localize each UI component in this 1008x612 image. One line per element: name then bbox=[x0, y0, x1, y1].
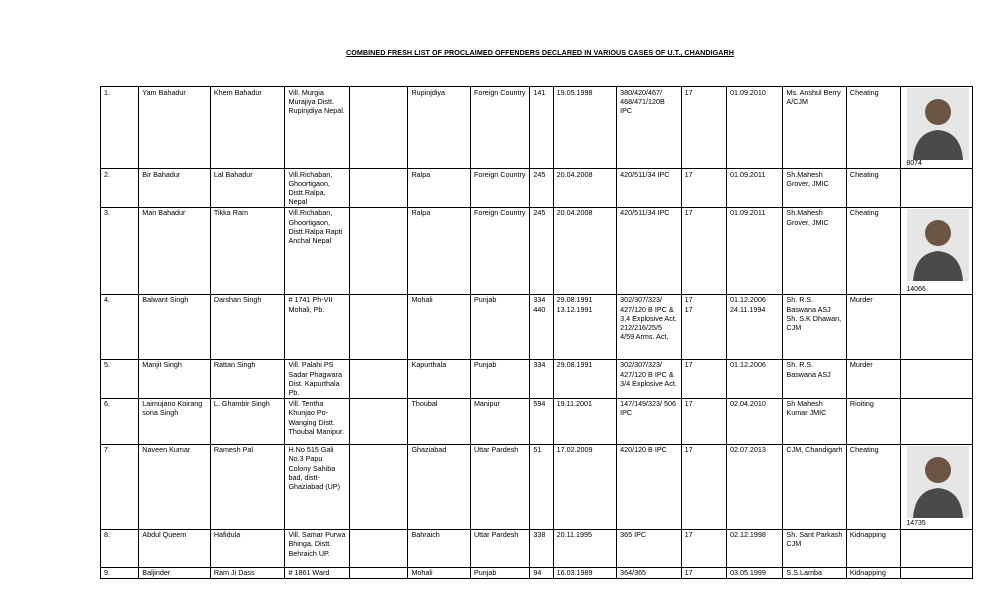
cell-state: Foreign Country bbox=[470, 207, 529, 294]
cell-district: Mohali bbox=[408, 294, 471, 359]
cell-state: Punjab bbox=[470, 294, 529, 359]
cell-fir: 594 bbox=[530, 398, 553, 444]
cell-fir: 245 bbox=[530, 169, 553, 208]
cell-sections: 420/511/34 IPC bbox=[617, 169, 682, 208]
cell-sno: 6. bbox=[101, 398, 139, 444]
cell-father: Tikka Ram bbox=[210, 207, 285, 294]
cell-date: 29.08.1991 13.12.1991 bbox=[553, 294, 617, 359]
cell-offence: Kidnapping bbox=[846, 567, 900, 578]
cell-sections: 380/420/467/ 468/471/120B IPC bbox=[617, 87, 682, 169]
cell-po-date: 01.09.2010 bbox=[726, 87, 782, 169]
cell-court: Sh.Mahesh Grover, JMIC bbox=[783, 169, 847, 208]
person-silhouette-icon bbox=[907, 209, 969, 281]
photo-cell bbox=[901, 444, 973, 529]
photo-cell bbox=[901, 294, 973, 359]
cell-address: # 1741 Ph-VII Mohali, Pb. bbox=[285, 294, 350, 359]
cell-ps: 17 bbox=[681, 169, 726, 208]
table-row bbox=[101, 398, 973, 444]
cell-po-date: 01.09.2011 bbox=[726, 207, 782, 294]
cell-state: Uttar Pardesh bbox=[470, 529, 529, 567]
cell-sno: 9. bbox=[101, 567, 139, 578]
cell-district: Thoubal bbox=[408, 398, 471, 444]
cell-state: Foreign Country bbox=[470, 169, 529, 208]
cell-date: 20.11.1995 bbox=[553, 529, 617, 567]
person-silhouette-icon bbox=[907, 88, 969, 160]
cell-address: Vill. Tentha Khunjao Po-Wanging Distt. Thoubal Manipur. bbox=[285, 398, 350, 444]
cell-sections: 364/365 bbox=[617, 567, 682, 578]
cell-offence: Murder bbox=[846, 359, 900, 398]
cell-blank bbox=[349, 567, 407, 578]
offenders-table bbox=[100, 86, 973, 579]
table-row bbox=[101, 294, 973, 359]
cell-father: Ram Ji Dass bbox=[210, 567, 285, 578]
cell-date: 19.11.2001 bbox=[553, 398, 617, 444]
cell-address: H.No 515 Gali No.3 Papu Colony Sahiba bad, distt-Ghaziabad (UP) bbox=[285, 444, 350, 529]
cell-blank bbox=[349, 87, 407, 169]
cell-name: Baljinder bbox=[139, 567, 211, 578]
cell-sno: 4. bbox=[101, 294, 139, 359]
cell-blank bbox=[349, 398, 407, 444]
cell-po-date: 02.04.2010 bbox=[726, 398, 782, 444]
cell-fir: 334 bbox=[530, 359, 553, 398]
cell-name: Balwant Singh bbox=[139, 294, 211, 359]
cell-father: Khem Bahadur bbox=[210, 87, 285, 169]
cell-sections: 420/511/34 IPC bbox=[617, 207, 682, 294]
cell-district: Rupinjdiya bbox=[408, 87, 471, 169]
photo-cell bbox=[901, 169, 973, 208]
cell-sno: 5. bbox=[101, 359, 139, 398]
photo-id: 8074 bbox=[906, 159, 922, 167]
cell-sno: 8. bbox=[101, 529, 139, 567]
cell-state: Punjab bbox=[470, 359, 529, 398]
cell-offence: Cheating bbox=[846, 444, 900, 529]
cell-court: Sh. Sant Parkash CJM bbox=[783, 529, 847, 567]
cell-blank bbox=[349, 169, 407, 208]
cell-offence: Cheating bbox=[846, 87, 900, 169]
cell-sections: 302/307/323/ 427/120 B IPC & 3,4 Explosive Act. 212/216/25/5 4/59 Arms. Act, bbox=[617, 294, 682, 359]
cell-sno: 2. bbox=[101, 169, 139, 208]
cell-fir: 94 bbox=[530, 567, 553, 578]
photo-cell bbox=[901, 359, 973, 398]
cell-name: Bir Bahadur bbox=[139, 169, 211, 208]
cell-po-date: 01.12.2006 bbox=[726, 359, 782, 398]
cell-sections: 302/307/323/ 427/120 B IPC & 3/4 Explosive Act. bbox=[617, 359, 682, 398]
cell-date: 29.08.1991 bbox=[553, 359, 617, 398]
cell-district: Ralpa bbox=[408, 169, 471, 208]
cell-blank bbox=[349, 294, 407, 359]
cell-father: Lal Bahadur bbox=[210, 169, 285, 208]
cell-father: L. Ghambir Singh bbox=[210, 398, 285, 444]
cell-district: Ralpa bbox=[408, 207, 471, 294]
cell-offence: Cheating bbox=[846, 169, 900, 208]
cell-state: Manipur bbox=[470, 398, 529, 444]
cell-father: Rattan Singh bbox=[210, 359, 285, 398]
offenders-table-body bbox=[101, 87, 973, 579]
table-row bbox=[101, 207, 973, 294]
cell-ps: 17 bbox=[681, 567, 726, 578]
cell-blank bbox=[349, 444, 407, 529]
cell-ps: 17 bbox=[681, 207, 726, 294]
cell-court: Sh. R.S. Baswana ASJ Sh. S.K Dhawan, CJM bbox=[783, 294, 847, 359]
photo-id: 14066 bbox=[906, 285, 926, 293]
cell-po-date: 02.12.1998 bbox=[726, 529, 782, 567]
cell-ps: 17 bbox=[681, 529, 726, 567]
photo-cell bbox=[901, 207, 973, 294]
cell-state: Punjab bbox=[470, 567, 529, 578]
cell-po-date: 01.09.2011 bbox=[726, 169, 782, 208]
cell-po-date: 03.05.1999 bbox=[726, 567, 782, 578]
cell-sno: 1. bbox=[101, 87, 139, 169]
cell-ps: 17 17 bbox=[681, 294, 726, 359]
cell-state: Foreign Country bbox=[470, 87, 529, 169]
photo-cell bbox=[901, 529, 973, 567]
cell-po-date: 02.07.2013 bbox=[726, 444, 782, 529]
cell-fir: 334 440 bbox=[530, 294, 553, 359]
cell-district: Kapurthala bbox=[408, 359, 471, 398]
cell-address: # 1861 Ward bbox=[285, 567, 350, 578]
cell-ps: 17 bbox=[681, 87, 726, 169]
cell-father: Ramesh Pal bbox=[210, 444, 285, 529]
cell-date: 20.04.2008 bbox=[553, 207, 617, 294]
cell-sno: 7. bbox=[101, 444, 139, 529]
cell-court: S.S.Lamba bbox=[783, 567, 847, 578]
cell-address: Vill.Richaban, Ghoortigaon, Distt.Ralpa, Nepal bbox=[285, 169, 350, 208]
cell-ps: 17 bbox=[681, 444, 726, 529]
cell-fir: 245 bbox=[530, 207, 553, 294]
cell-date: 20.04.2008 bbox=[553, 169, 617, 208]
offender-photo bbox=[907, 88, 969, 160]
table-row bbox=[101, 87, 973, 169]
cell-court: Sh.Mahesh Grover, JMIC bbox=[783, 207, 847, 294]
offender-photo bbox=[907, 209, 969, 281]
cell-sections: 147/149/323/ 506 IPC bbox=[617, 398, 682, 444]
cell-sno: 3. bbox=[101, 207, 139, 294]
cell-district: Bahraich bbox=[408, 529, 471, 567]
photo-id: 14735 bbox=[906, 520, 926, 528]
cell-name: Abdul Queem bbox=[139, 529, 211, 567]
cell-court: Sh Mahesh Kumar JMIC bbox=[783, 398, 847, 444]
cell-court: CJM, Chandigarh bbox=[783, 444, 847, 529]
cell-district: Ghaziabad bbox=[408, 444, 471, 529]
cell-blank bbox=[349, 529, 407, 567]
cell-name: Naveen Kumar bbox=[139, 444, 211, 529]
table-row bbox=[101, 567, 973, 578]
cell-sections: 420/120 B IPC bbox=[617, 444, 682, 529]
cell-address: Vill.Richaban, Ghoortigaon, Distt.Ralpa Rapti Anchal Nepal bbox=[285, 207, 350, 294]
cell-ps: 17 bbox=[681, 398, 726, 444]
cell-court: Sh. R.S. Baswana ASJ bbox=[783, 359, 847, 398]
cell-district: Mohali bbox=[408, 567, 471, 578]
cell-name: Man Bahadur bbox=[139, 207, 211, 294]
cell-sections: 365 IPC bbox=[617, 529, 682, 567]
cell-fir: 141 bbox=[530, 87, 553, 169]
cell-offence: Kidnapping bbox=[846, 529, 900, 567]
cell-offence: Murder bbox=[846, 294, 900, 359]
cell-father: Darshan Singh bbox=[210, 294, 285, 359]
cell-fir: 338 bbox=[530, 529, 553, 567]
cell-date: 19.05.1998 bbox=[553, 87, 617, 169]
table-row bbox=[101, 169, 973, 208]
cell-state: Uttar Pardesh bbox=[470, 444, 529, 529]
cell-address: Vill. Samar Purwa Bhinga, Distt. Behraich UP. bbox=[285, 529, 350, 567]
photo-cell bbox=[901, 398, 973, 444]
cell-offence: Cheating bbox=[846, 207, 900, 294]
cell-address: Vill. Murgia Murajiya Distt. Rupinjdiya Nepal. bbox=[285, 87, 350, 169]
cell-blank bbox=[349, 207, 407, 294]
cell-po-date: 01.12.2006 24.11.1994 bbox=[726, 294, 782, 359]
cell-blank bbox=[349, 359, 407, 398]
cell-court: Ms. Anshul Berry A/CJM bbox=[783, 87, 847, 169]
photo-cell bbox=[901, 87, 973, 169]
photo-cell bbox=[901, 567, 973, 578]
cell-date: 17.02.2009 bbox=[553, 444, 617, 529]
table-row bbox=[101, 359, 973, 398]
table-row bbox=[101, 529, 973, 567]
page-title: COMBINED FRESH LIST OF PROCLAIMED OFFENDERS DECLARED IN VARIOUS CASES OF U.T., CHANDIGARH bbox=[345, 48, 735, 57]
cell-name: Yam Bahadur bbox=[139, 87, 211, 169]
cell-father: Hafidula bbox=[210, 529, 285, 567]
cell-fir: 51 bbox=[530, 444, 553, 529]
table-row bbox=[101, 444, 973, 529]
cell-name: Manjit Singh bbox=[139, 359, 211, 398]
offender-photo bbox=[907, 446, 969, 518]
cell-name: Laimujano Koirang sona Singh bbox=[139, 398, 211, 444]
cell-offence: Rioiting bbox=[846, 398, 900, 444]
person-silhouette-icon bbox=[907, 446, 969, 518]
cell-date: 16.03.1989 bbox=[553, 567, 617, 578]
cell-address: Vill. Palahi PS Sadar Phagwara Dist. Kapurthala Pb. bbox=[285, 359, 350, 398]
cell-ps: 17 bbox=[681, 359, 726, 398]
